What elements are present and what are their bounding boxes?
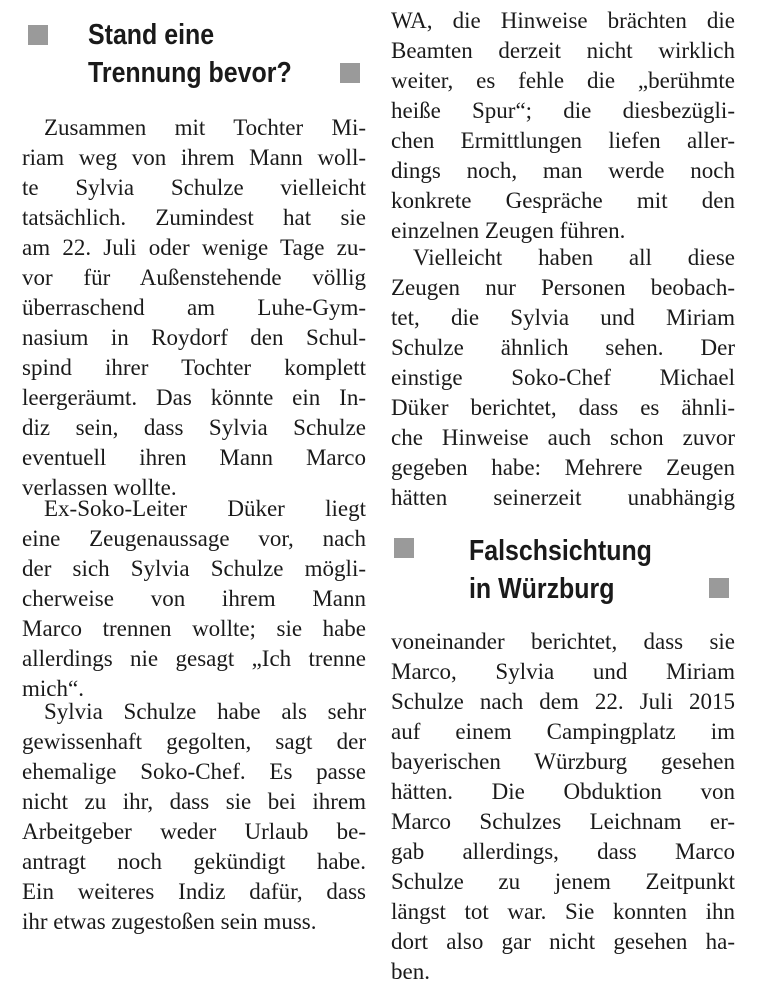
text-line: Vielleicht haben all diese [413, 245, 735, 270]
text-line: Sylvia Schulze habe als sehr [44, 699, 366, 724]
text-line: gegeben habe: Mehrere Zeugen [391, 455, 735, 480]
text-line: vor für Außenstehende völlig [22, 265, 366, 290]
text-line: Ex-Soko-Leiter Düker liegt [44, 496, 366, 521]
text-line: am 22. Juli oder wenige Tage zu- [22, 235, 366, 260]
text-line: Schulze zu jenem Zeitpunkt [391, 869, 735, 894]
text-line: antragt noch gekündigt habe. [22, 849, 366, 874]
heading-line: Stand eine [88, 19, 215, 51]
text-line: gewissenhaft gegolten, sagt der [22, 729, 366, 754]
text-line: dings noch, man werde noch [391, 158, 735, 183]
heading-marker-square-start [28, 25, 48, 45]
text-line: Düker berichtet, dass es ähnli- [391, 395, 735, 420]
text-line: weiter, es fehle die „berühmte [391, 68, 735, 93]
text-line: cherweise von ihrem Mann [22, 586, 366, 611]
text-line: überraschend am Luhe-Gym- [22, 295, 366, 320]
heading-wuerzburg [469, 532, 652, 608]
text-line: diz sein, dass Sylvia Schulze [22, 415, 366, 440]
text-line: nicht zu ihr, dass sie bei ihrem [22, 789, 366, 814]
text-line: leergeräumt. Das könnte ein In- [22, 385, 366, 410]
text-line: che Hinweise auch schon zuvor [391, 425, 735, 450]
text-line: Marco trennen wollte; sie habe [22, 616, 366, 641]
text-line: Ein weiteres Indiz dafür, dass [22, 879, 366, 904]
heading-marker-square-end [340, 63, 360, 83]
paragraph [391, 243, 735, 513]
text-line: Marco Schulzes Leichnam er- [391, 809, 735, 834]
paragraph [22, 113, 366, 503]
text-line: spind ihrer Tochter komplett [22, 355, 366, 380]
text-line: voneinander berichtet, dass sie [391, 629, 735, 654]
text-line: Schulze nach dem 22. Juli 2015 [391, 689, 735, 714]
text-line: der sich Sylvia Schulze mögli- [22, 556, 366, 581]
text-line: te Sylvia Schulze vielleicht [22, 175, 366, 200]
text-line: ehemalige Soko-Chef. Es passe [22, 759, 366, 784]
text-line: tatsächlich. Zumindest hat sie [22, 205, 366, 230]
text-line: einstige Soko-Chef Michael [391, 365, 735, 390]
text-line: Zeugen nur Personen beobach- [391, 275, 735, 300]
text-line: hätten seinerzeit unabhängig [391, 485, 735, 510]
text-line: konkrete Gespräche mit den [391, 188, 735, 213]
heading-trennung [88, 16, 292, 92]
text-line: WA, die Hinweise brächten die [391, 8, 735, 33]
text-line: Marco, Sylvia und Miriam [391, 659, 735, 684]
text-line: ihr etwas zugestoßen sein muss. [22, 909, 317, 934]
text-line: hätten. Die Obduktion von [391, 779, 735, 804]
paragraph [391, 6, 735, 246]
text-line: bayerischen Würzburg gesehen [391, 749, 735, 774]
heading-marker-square-end [709, 578, 729, 598]
heading-line: in Würzburg [469, 573, 615, 605]
text-line: riam weg von ihrem Mann woll- [22, 145, 366, 170]
text-line: verlassen wollte. [22, 475, 177, 500]
text-line: dort also gar nicht gesehen ha- [391, 929, 735, 954]
text-line: nasium in Roydorf den Schul- [22, 325, 366, 350]
paragraph [391, 627, 735, 987]
text-line: Zusammen mit Tochter Mi- [44, 115, 366, 140]
text-line: eventuell ihren Mann Marco [22, 445, 366, 470]
heading-marker-square-start [394, 538, 414, 558]
text-line: heiße Spur“; die diesbezügli- [391, 98, 735, 123]
text-line: einzelnen Zeugen führen. [391, 218, 626, 243]
heading-line: Falschsichtung [469, 535, 652, 567]
text-line: gab allerdings, dass Marco [391, 839, 735, 864]
text-line: eine Zeugenaussage vor, nach [22, 526, 366, 551]
heading-line: Trennung bevor? [88, 57, 292, 89]
paragraph [22, 494, 366, 704]
text-line: tet, die Sylvia und Miriam [391, 305, 735, 330]
text-line: Schulze ähnlich sehen. Der [391, 335, 735, 360]
text-line: allerdings nie gesagt „Ich trenne [22, 646, 366, 671]
text-line: mich“. [22, 676, 84, 701]
text-line: längst tot war. Sie konnten ihn [391, 899, 735, 924]
text-line: Beamten derzeit nicht wirklich [391, 38, 735, 63]
text-line: chen Ermittlungen liefen aller- [391, 128, 735, 153]
text-line: Arbeitgeber weder Urlaub be- [22, 819, 366, 844]
text-line: auf einem Campingplatz im [391, 719, 735, 744]
text-line: ben. [391, 959, 430, 984]
paragraph [22, 697, 366, 937]
